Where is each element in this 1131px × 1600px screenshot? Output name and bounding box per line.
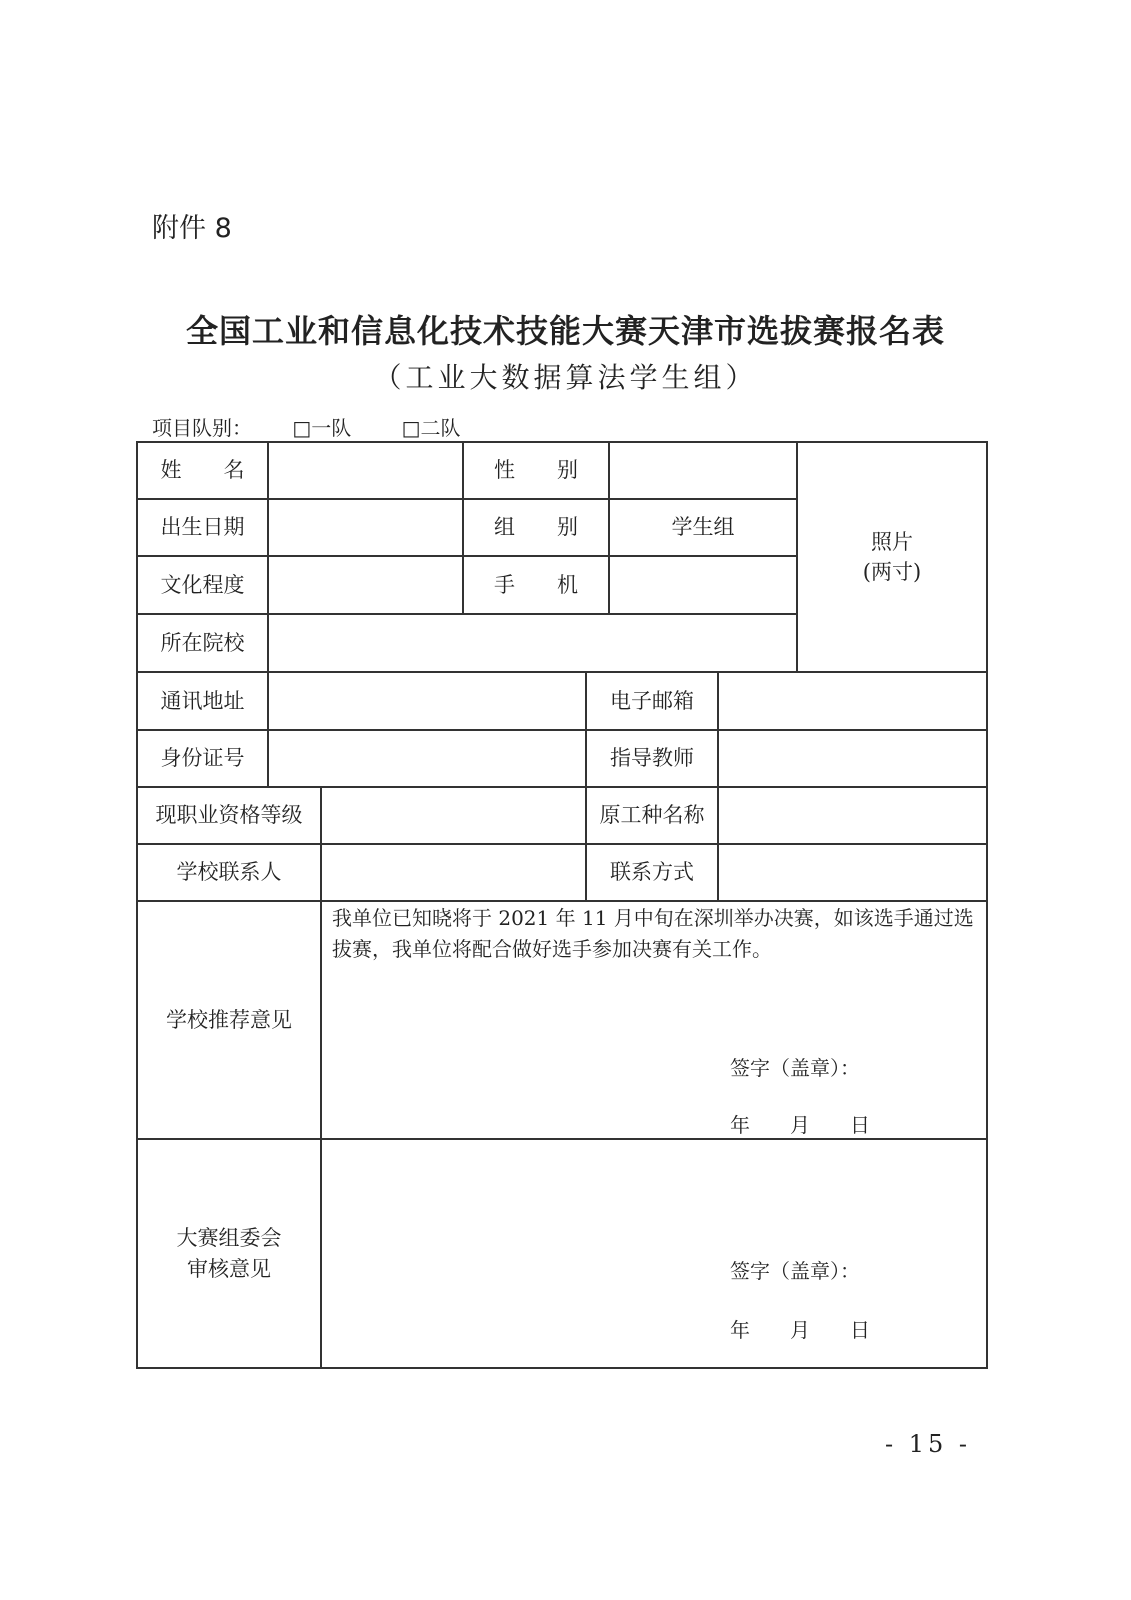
school-label: 所在院校 — [160, 630, 245, 655]
former-job-label: 原工种名称 — [599, 803, 705, 828]
attachment-label: 附件 8 — [152, 213, 232, 244]
former-job-field[interactable] — [719, 788, 986, 843]
team-option-2[interactable]: □二队 — [401, 416, 461, 440]
team-option-1[interactable]: □一队 — [292, 416, 352, 440]
photo-label: 照片 — [871, 529, 913, 554]
committee-label — [138, 1140, 320, 1367]
birth-date-field[interactable] — [269, 500, 462, 555]
group-label: 组 别 — [494, 515, 578, 540]
committee-label-line1: 大赛组委会 — [176, 1226, 282, 1251]
qualification-field[interactable] — [322, 788, 585, 843]
form-subtitle: （工业大数据算法学生组） — [373, 361, 758, 394]
committee-label-line2: 审核意见 — [187, 1256, 271, 1281]
committee-sign-label: 签字（盖章）： — [730, 1259, 860, 1283]
teacher-field[interactable] — [719, 731, 986, 786]
name-field[interactable] — [269, 443, 462, 498]
birth-date-label: 出生日期 — [160, 515, 245, 540]
id-number-field[interactable] — [269, 731, 585, 786]
school-field[interactable] — [269, 615, 796, 671]
photo-size: (两寸) — [862, 560, 922, 584]
photo-box[interactable] — [798, 443, 986, 671]
address-label: 通讯地址 — [160, 688, 245, 713]
phone-field[interactable] — [610, 557, 796, 613]
address-field[interactable] — [269, 673, 585, 729]
gender-label: 性 别 — [494, 458, 578, 483]
contact-method-field[interactable] — [719, 845, 986, 900]
gender-field[interactable] — [610, 443, 796, 498]
recommend-text: 我单位已知晓将于 2021 年 11 月中旬在深圳举办决赛，如该选手通过选拔赛，我单位将配合做好选手参加决赛有关工作。 — [332, 906, 974, 961]
teacher-label: 指导教师 — [610, 746, 694, 771]
recommend-label: 学校推荐意见 — [166, 1007, 292, 1032]
phone-label: 手 机 — [494, 572, 578, 597]
name-label: 姓 名 — [160, 458, 245, 483]
email-field[interactable] — [719, 673, 986, 729]
education-label: 文化程度 — [160, 572, 245, 597]
recommend-sign-label: 签字（盖章）： — [730, 1056, 860, 1080]
team-selection — [152, 412, 475, 441]
contact-method-label: 联系方式 — [610, 860, 694, 885]
education-field[interactable] — [269, 557, 462, 613]
recommend-date-label: 年 月 日 — [730, 1113, 870, 1137]
form-title: 全国工业和信息化技术技能大赛天津市选拔赛报名表 — [185, 312, 945, 350]
team-label: 项目队别： — [152, 416, 252, 440]
page-number: - 15 - — [885, 1430, 972, 1458]
contact-person-label: 学校联系人 — [176, 860, 282, 885]
group-value: 学生组 — [671, 515, 735, 540]
email-label: 电子邮箱 — [610, 688, 694, 713]
id-number-label: 身份证号 — [160, 746, 245, 771]
contact-person-field[interactable] — [322, 845, 585, 900]
committee-date-label: 年 月 日 — [730, 1318, 870, 1342]
qualification-label: 现职业资格等级 — [155, 803, 303, 828]
